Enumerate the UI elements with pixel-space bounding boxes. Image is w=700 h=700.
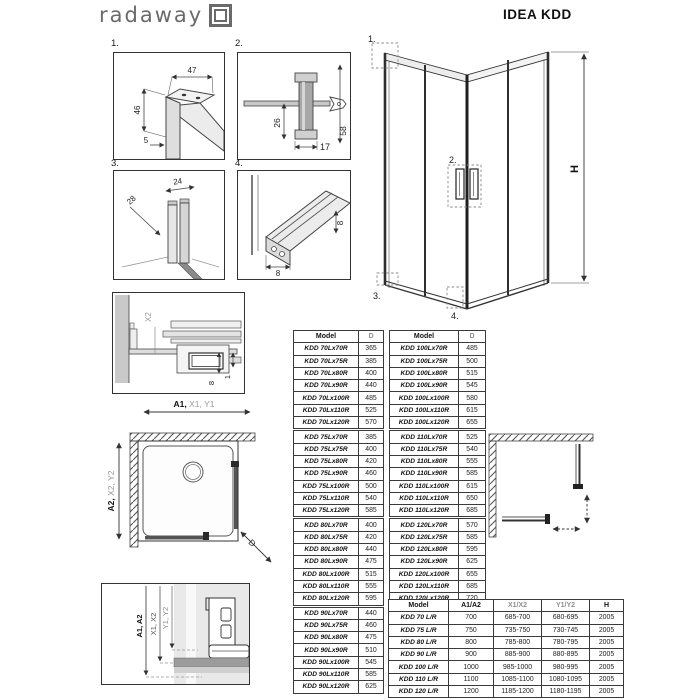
profile-section-art bbox=[102, 584, 249, 684]
table-row bbox=[294, 656, 384, 668]
table-cell: 555 bbox=[459, 455, 486, 467]
detail-4-dim-bottom: 8 bbox=[275, 269, 281, 278]
table-row bbox=[390, 468, 486, 480]
table-row bbox=[294, 593, 384, 606]
table-cell: KDD 75Lx90R bbox=[294, 468, 359, 480]
table-cell: KDD 120Lx75R bbox=[390, 531, 459, 543]
table-cell: KDD 80Lx110R bbox=[294, 580, 359, 592]
column-header: Model bbox=[294, 331, 359, 343]
table-cell: KDD 110Lx90R bbox=[390, 468, 459, 480]
table-cell: 2005 bbox=[590, 661, 624, 673]
table-cell: 440 bbox=[359, 544, 384, 556]
table-cell: KDD 100Lx75R bbox=[390, 355, 459, 367]
table-row bbox=[294, 367, 384, 379]
table-cell: KDD 80Lx100R bbox=[294, 568, 359, 580]
section-dim-1: 1 bbox=[223, 374, 232, 380]
width-dim-primary: A1, bbox=[173, 399, 187, 409]
plan-handle-right bbox=[573, 484, 583, 489]
depth-dim-primary: A2, bbox=[106, 498, 116, 512]
table-cell: 780-795 bbox=[542, 636, 590, 648]
detail-drawing-4 bbox=[237, 170, 351, 280]
table-cell: 570 bbox=[459, 518, 486, 531]
table-cell: KDD 80Lx75R bbox=[294, 531, 359, 543]
table-row bbox=[294, 544, 384, 556]
table-row bbox=[390, 430, 486, 443]
table-cell: KDD 75Lx110R bbox=[294, 492, 359, 504]
table-row bbox=[390, 343, 486, 355]
table-cell: 2005 bbox=[590, 612, 624, 624]
table-cell: KDD 120Lx110R bbox=[390, 580, 459, 592]
table-cell: 515 bbox=[459, 367, 486, 379]
detail-4-art bbox=[238, 171, 350, 279]
detail-1-label: 1. bbox=[111, 38, 119, 49]
table-row bbox=[390, 568, 486, 580]
table-cell: 400 bbox=[359, 518, 384, 531]
table-cell: 485 bbox=[359, 392, 384, 404]
table-cell: KDD 100Lx100R bbox=[390, 392, 459, 404]
table-cell: 440 bbox=[359, 606, 384, 619]
enclosure-front-drawing bbox=[365, 33, 605, 325]
table-row bbox=[294, 430, 384, 443]
table-cell: 500 bbox=[459, 355, 486, 367]
column-header: X1/X2 bbox=[494, 600, 542, 612]
table-cell: KDD 70Lx80R bbox=[294, 367, 359, 379]
table-cell: KDD 110Lx110R bbox=[390, 492, 459, 504]
detail-drawing-2 bbox=[237, 52, 351, 160]
table-cell: 585 bbox=[359, 505, 384, 518]
table-cell: 545 bbox=[359, 656, 384, 668]
detail-3-label: 3. bbox=[111, 158, 119, 169]
table-cell: 800 bbox=[449, 636, 494, 648]
table-cell: 880-895 bbox=[542, 649, 590, 661]
table-row bbox=[390, 443, 486, 455]
column-header: D bbox=[459, 331, 486, 343]
detail-2-art bbox=[238, 53, 350, 159]
table-header-row bbox=[294, 331, 384, 343]
wall-hatch-top bbox=[130, 433, 255, 441]
detail-drawing-3 bbox=[113, 170, 225, 280]
table-cell: 385 bbox=[359, 355, 384, 367]
table-cell: 400 bbox=[359, 367, 384, 379]
column-header: A1/A2 bbox=[449, 600, 494, 612]
table-header-row bbox=[390, 331, 486, 343]
table-cell: 585 bbox=[359, 669, 384, 681]
table-row bbox=[390, 505, 486, 518]
table-cell: 400 bbox=[359, 443, 384, 455]
table-row bbox=[294, 580, 384, 592]
table-row bbox=[294, 619, 384, 631]
table-cell: KDD 90Lx70R bbox=[294, 606, 359, 619]
svg-text:A2, X2, Y2 bbox=[106, 470, 116, 511]
table-cell: KDD 100Lx90R bbox=[390, 380, 459, 392]
detail-3-art bbox=[114, 171, 224, 279]
table-row bbox=[294, 343, 384, 355]
table-cell: KDD 80 L/R bbox=[389, 636, 449, 648]
table-cell: 365 bbox=[359, 343, 384, 355]
width-dim-secondary: X1, Y1 bbox=[189, 399, 215, 409]
profile-section-drawing bbox=[101, 583, 250, 685]
table-row bbox=[294, 355, 384, 367]
table-row bbox=[294, 468, 384, 480]
detail-4-dim-side: 8 bbox=[336, 220, 345, 226]
table-cell: KDD 75 L/R bbox=[389, 624, 449, 636]
table-cell: 2005 bbox=[590, 673, 624, 685]
table-cell: 2005 bbox=[590, 686, 624, 698]
table-cell: KDD 90Lx110R bbox=[294, 669, 359, 681]
table-cell: 1200 bbox=[449, 686, 494, 698]
table-cell: KDD 80Lx120R bbox=[294, 593, 359, 606]
table-cell: KDD 110 L/R bbox=[389, 673, 449, 685]
detail-4-label: 4. bbox=[235, 158, 243, 169]
table-cell: 2005 bbox=[590, 624, 624, 636]
table-cell: KDD 75Lx70R bbox=[294, 430, 359, 443]
table-cell: 420 bbox=[359, 455, 384, 467]
table-cell: KDD 120Lx100R bbox=[390, 568, 459, 580]
table-row bbox=[294, 392, 384, 404]
table-cell: KDD 90 L/R bbox=[389, 649, 449, 661]
diagonal-dim-label: D bbox=[246, 537, 258, 549]
table-cell: 1185-1200 bbox=[494, 686, 542, 698]
table-row bbox=[390, 518, 486, 531]
table-row bbox=[389, 649, 624, 661]
table-cell: 1100 bbox=[449, 673, 494, 685]
drain-circle bbox=[183, 462, 203, 482]
table-cell: KDD 100Lx110R bbox=[390, 404, 459, 416]
table-row bbox=[294, 669, 384, 681]
table-cell: 1000 bbox=[449, 661, 494, 673]
table-cell: 750 bbox=[449, 624, 494, 636]
table-cell: 540 bbox=[459, 443, 486, 455]
table-cell: 615 bbox=[459, 404, 486, 416]
callout-box-3 bbox=[377, 273, 398, 285]
table-cell: KDD 75Lx100R bbox=[294, 480, 359, 492]
table-cell: 580 bbox=[459, 392, 486, 404]
table-row bbox=[390, 580, 486, 592]
table-cell: 685 bbox=[459, 580, 486, 592]
dimension-table-left bbox=[293, 330, 384, 694]
table-cell: KDD 70Lx70R bbox=[294, 343, 359, 355]
table-cell: 500 bbox=[359, 480, 384, 492]
table-row bbox=[390, 392, 486, 404]
table-cell: KDD 120Lx80R bbox=[390, 544, 459, 556]
model-size-table bbox=[388, 599, 624, 698]
table-cell: KDD 70 L/R bbox=[389, 612, 449, 624]
table-cell: 585 bbox=[459, 468, 486, 480]
table-cell: 475 bbox=[359, 632, 384, 644]
table-cell: KDD 110Lx75R bbox=[390, 443, 459, 455]
table-row bbox=[390, 355, 486, 367]
detail-2-label: 2. bbox=[235, 38, 243, 49]
table-cell: 555 bbox=[359, 580, 384, 592]
table-row bbox=[294, 556, 384, 568]
table-cell: KDD 70Lx120R bbox=[294, 417, 359, 430]
table-cell: 980-995 bbox=[542, 661, 590, 673]
table-cell: KDD 120Lx70R bbox=[390, 518, 459, 531]
table-cell: 685-700 bbox=[494, 612, 542, 624]
detail-3-dim-width: 24 bbox=[172, 176, 183, 187]
table-cell: KDD 90Lx80R bbox=[294, 632, 359, 644]
table-cell: KDD 120 L/R bbox=[389, 686, 449, 698]
table-cell: KDD 90Lx120R bbox=[294, 681, 359, 693]
depth-dim-secondary: X2, Y2 bbox=[106, 470, 116, 496]
plan-wall-top bbox=[489, 434, 593, 441]
table-cell: 515 bbox=[359, 568, 384, 580]
radaway-logo bbox=[99, 3, 232, 27]
column-header: Model bbox=[389, 600, 449, 612]
table-cell: 700 bbox=[449, 612, 494, 624]
detail-1-art bbox=[114, 53, 224, 159]
table-cell: KDD 70Lx75R bbox=[294, 355, 359, 367]
table-row bbox=[294, 492, 384, 504]
table-cell: KDD 100Lx80R bbox=[390, 367, 459, 379]
detail-2-dim-offset: 26 bbox=[272, 118, 282, 128]
x2-wall-label: X2 bbox=[144, 312, 153, 322]
table-cell: KDD 70Lx110R bbox=[294, 404, 359, 416]
table-header-row bbox=[389, 600, 624, 612]
detail-drawing-1 bbox=[113, 52, 225, 160]
wall-section-art bbox=[113, 293, 244, 393]
detail-2-dim-length: 58 bbox=[338, 126, 348, 136]
logo-square-icon bbox=[209, 4, 232, 27]
table-cell: 655 bbox=[459, 417, 486, 430]
table-cell: KDD 75Lx80R bbox=[294, 455, 359, 467]
detail-1-dim-width: 47 bbox=[187, 66, 197, 75]
table-row bbox=[390, 417, 486, 430]
table-cell: 625 bbox=[359, 681, 384, 693]
table-row bbox=[294, 644, 384, 656]
table-cell: KDD 70Lx100R bbox=[294, 392, 359, 404]
table-cell: KDD 90Lx75R bbox=[294, 619, 359, 631]
table-row bbox=[294, 505, 384, 518]
table-row bbox=[389, 673, 624, 685]
profile-dim-y: Y1, Y2 bbox=[161, 606, 170, 630]
corner-plan-schematic bbox=[483, 428, 623, 580]
table-row bbox=[294, 606, 384, 619]
table-cell: 2005 bbox=[590, 649, 624, 661]
table-cell: KDD 110Lx100R bbox=[390, 480, 459, 492]
table-row bbox=[294, 417, 384, 430]
table-row bbox=[390, 455, 486, 467]
table-cell: KDD 75Lx120R bbox=[294, 505, 359, 518]
table-cell: 385 bbox=[359, 430, 384, 443]
table-cell: 475 bbox=[359, 556, 384, 568]
table-cell: KDD 90Lx90R bbox=[294, 644, 359, 656]
table-cell: KDD 110Lx80R bbox=[390, 455, 459, 467]
table-cell: 525 bbox=[459, 430, 486, 443]
table-cell: 510 bbox=[359, 644, 384, 656]
main-callout-4: 4. bbox=[451, 311, 459, 321]
table-row bbox=[390, 531, 486, 543]
logo-text: radaway bbox=[99, 3, 204, 27]
table-cell: KDD 75Lx75R bbox=[294, 443, 359, 455]
table-row bbox=[389, 624, 624, 636]
main-callout-2: 2. bbox=[449, 155, 457, 165]
table-cell: 615 bbox=[459, 480, 486, 492]
table-cell: 730-745 bbox=[542, 624, 590, 636]
section-dim-8: 8 bbox=[207, 380, 216, 386]
page-title: IDEA KDD bbox=[503, 7, 572, 22]
table-cell: KDD 100Lx70R bbox=[390, 343, 459, 355]
plan-wall-left bbox=[489, 441, 496, 537]
table-row bbox=[389, 636, 624, 648]
column-header: H bbox=[590, 600, 624, 612]
table-cell: 440 bbox=[359, 380, 384, 392]
table-row bbox=[294, 681, 384, 693]
height-dim-label: H bbox=[569, 165, 581, 173]
table-cell: KDD 80Lx70R bbox=[294, 518, 359, 531]
detail-1-dim-thickness: 5 bbox=[143, 136, 149, 145]
detail-1-dim-height: 46 bbox=[133, 105, 142, 115]
profile-dim-a: A1, A2 bbox=[135, 614, 144, 638]
main-callout-3: 3. bbox=[373, 291, 381, 301]
table-cell: 570 bbox=[359, 417, 384, 430]
table-row bbox=[390, 367, 486, 379]
table-row bbox=[390, 556, 486, 568]
table-cell: 1080-1095 bbox=[542, 673, 590, 685]
main-callout-1: 1. bbox=[368, 34, 376, 44]
table-row bbox=[389, 686, 624, 698]
table-cell: 545 bbox=[459, 380, 486, 392]
tray-top-view bbox=[105, 425, 277, 575]
table-cell: 885-900 bbox=[494, 649, 542, 661]
table-cell: 540 bbox=[359, 492, 384, 504]
table-cell: 625 bbox=[459, 556, 486, 568]
table-cell: KDD 70Lx90R bbox=[294, 380, 359, 392]
table-cell: 485 bbox=[459, 343, 486, 355]
column-header: D bbox=[359, 331, 384, 343]
dimension-table-right bbox=[389, 330, 486, 606]
wall-section-drawing bbox=[112, 292, 245, 394]
table-row bbox=[390, 492, 486, 504]
table-cell: KDD 110Lx70R bbox=[390, 430, 459, 443]
table-row bbox=[390, 544, 486, 556]
table-cell: KDD 110Lx120R bbox=[390, 505, 459, 518]
table-cell: 1180-1195 bbox=[542, 686, 590, 698]
table-cell: 460 bbox=[359, 619, 384, 631]
table-cell: 585 bbox=[459, 531, 486, 543]
table-cell: 735-750 bbox=[494, 624, 542, 636]
table-cell: 2005 bbox=[590, 636, 624, 648]
table-cell: 685 bbox=[459, 505, 486, 518]
table-cell: 900 bbox=[449, 649, 494, 661]
column-header: Model bbox=[390, 331, 459, 343]
table-row bbox=[294, 455, 384, 467]
table-cell: 655 bbox=[459, 568, 486, 580]
table-cell: 595 bbox=[359, 593, 384, 606]
table-cell: 785-800 bbox=[494, 636, 542, 648]
profile-dim-x: X1, X2 bbox=[149, 612, 158, 636]
column-header: Y1/Y2 bbox=[542, 600, 590, 612]
table-cell: 1085-1100 bbox=[494, 673, 542, 685]
svg-text:A1, X1, Y1 bbox=[174, 399, 215, 409]
detail-2-dim-depth: 17 bbox=[319, 142, 331, 152]
table-row bbox=[389, 661, 624, 673]
table-row bbox=[294, 632, 384, 644]
table-cell: KDD 120Lx90R bbox=[390, 556, 459, 568]
table-row bbox=[294, 443, 384, 455]
table-row bbox=[294, 568, 384, 580]
table-cell: 460 bbox=[359, 468, 384, 480]
table-cell: KDD 80Lx90R bbox=[294, 556, 359, 568]
table-row bbox=[294, 480, 384, 492]
width-dimension bbox=[130, 398, 255, 420]
plan-handle-bottom bbox=[545, 514, 550, 524]
table-cell: 680-695 bbox=[542, 612, 590, 624]
table-row bbox=[294, 518, 384, 531]
table-cell: 525 bbox=[359, 404, 384, 416]
table-cell: 985-1000 bbox=[494, 661, 542, 673]
table-cell: 420 bbox=[359, 531, 384, 543]
table-row bbox=[294, 531, 384, 543]
table-cell: 595 bbox=[459, 544, 486, 556]
table-cell: KDD 80Lx80R bbox=[294, 544, 359, 556]
table-row bbox=[390, 404, 486, 416]
table-cell: 650 bbox=[459, 492, 486, 504]
table-row bbox=[390, 480, 486, 492]
table-cell: KDD 100 L/R bbox=[389, 661, 449, 673]
table-row bbox=[294, 404, 384, 416]
table-cell: KDD 100Lx120R bbox=[390, 417, 459, 430]
table-row bbox=[389, 612, 624, 624]
table-row bbox=[390, 380, 486, 392]
wall-hatch-left bbox=[130, 441, 138, 547]
detail-3-dim-diag: 28 bbox=[125, 193, 138, 207]
table-cell: KDD 90Lx100R bbox=[294, 656, 359, 668]
table-row bbox=[294, 380, 384, 392]
